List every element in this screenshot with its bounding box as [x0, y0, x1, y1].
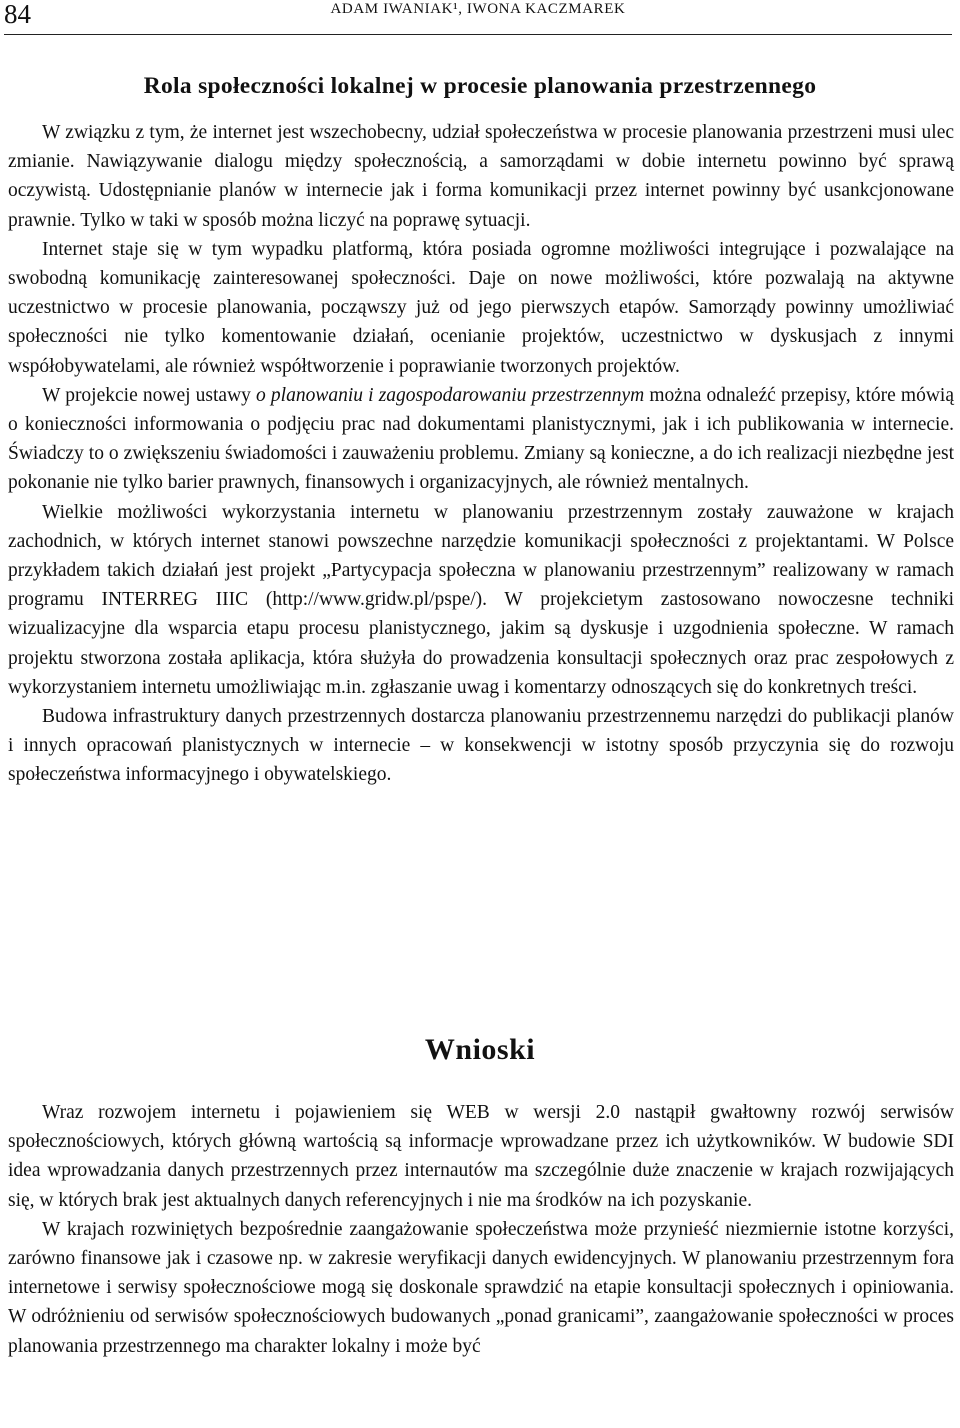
conclusions-body	[8, 1098, 954, 1361]
paragraph: W związku z tym, że internet jest wszechobecny, udział społeczeństwa w procesie planowania przestrzeni musi ulec zmianie. Nawiązywanie dialogu między społecznością, a samorządami w dobie internetu powinno być sprawą oczywistą. Udostępnianie planów w internecie jak i forma komunikacji przez internet powinny być usankcjonowane prawnie. Tylko w taki w sposób można liczyć na poprawę sytuacji.	[8, 122, 954, 231]
paragraph: Internet staje się w tym wypadku platformą, która posiada ogromne możliwości integrujące i pozwalające na swobodną komunikację zainteresowanej społeczności. Daje on nowe możliwości, które pozwalają na aktywne uczestnictwo w procesie planowania, począwszy już od jego pierwszych etapów. Samorządy powinny umożliwiać społeczności nie tylko komentowanie działań, ocenianie projektów, uczestnictwo w dyskusjach z innymi współobywatelami, ale również współtworzenie i poprawianie tworzonych projektów.	[8, 238, 954, 377]
section-body	[8, 118, 954, 790]
conclusions-heading: Wnioski	[424, 1033, 536, 1066]
running-head: ADAM IWANIAK¹, IWONA KACZMAREK	[330, 1, 626, 17]
page-number: 84	[4, 0, 31, 29]
section-title: Rola społeczności lokalnej w procesie planowania przestrzennego	[143, 73, 817, 99]
paragraph: Budowa infrastruktury danych przestrzennych dostarcza planowaniu przestrzennemu narzędzi do publikacji planów i innych opracowań planistycznych w internecie – w konsekwencji w istotny sposób przyczynia się do rozwoju społeczeństwa informacyjnego i obywatelskiego.	[8, 706, 954, 786]
paragraph: W krajach rozwiniętych bezpośrednie zaangażowanie społeczeństwa może przynieść niezmiernie istotne korzyści, zarówno finansowe jak i czasowe np. w zakresie weryfikacji danych ewidencyjnych. W planowaniu przestrzennym fora internetowe i serwisy społecznościowe mogą się doskonale sprawdzić na etapie konsultacji społecznych i opiniowania. W odróżnieniu od serwisów społecznościowych budowanych „ponad granicami”, zaangażowanie społeczności w proces planowania przestrzennego ma charakter lokalny i może być	[8, 1218, 954, 1357]
paragraph-text: można odnaleźć przepisy, które mówią o konieczności informowania o podjęciu prac nad dokumentami planistycznymi, jak i ich publikowania w internecie. Świadczy to o zwiększeniu świadomości i zauważeniu problemu. Zmiany są konieczne, a do ich realizacji niezbędne jest pokonanie nie tylko barier prawnych, finansowych i organizacyjnych, ale również mentalnych.	[8, 384, 954, 494]
paragraph: Wielkie możliwości wykorzystania internetu w planowaniu przestrzennym zostały zauważone w krajach zachodnich, w których internet stanowi powszechne narzędzie komunikacji społeczności z projektantami. W Polsce przykładem takich działań jest projekt „Partycypacja społeczna w planowaniu przestrzennym” realizowany w ramach programu INTERREG IIIC (http://www.gridw.pl/pspe/). W projekcietym zastosowano nowoczesne techniki wizualizacyjne dla wsparcia etapu procesu planistycznego, jakim są dyskusje i uzgodnienia społeczne. W ramach projektu stworzona została aplikacja, która służyła do prowadzenia konsultacji społecznych oraz prac zespołowych z wykorzystaniem internetu umożliwiając m.in. zgłaszanie uwag i komentarzy odnoszących się do konkretnych treści.	[8, 501, 954, 698]
paragraph-text: W projekcie nowej ustawy	[42, 384, 257, 406]
paragraph	[8, 381, 954, 498]
page-header	[4, 0, 952, 35]
paragraph: Wraz rozwojem internetu i pojawieniem się WEB w wersji 2.0 nastąpił gwałtowny rozwój serwisów społecznościowych, których główną wartością są informacje wprowadzane przez ich użytkowników. W budowie SDI idea wprowadzania danych przestrzennych przez internautów ma szczególnie duże znaczenie w krajach rozwijających się, w których brak jest aktualnych danych referencyjnych i nie ma środków na ich pozyskanie.	[8, 1102, 954, 1211]
law-title-italic: o planowaniu i zagospodarowaniu przestrzennym	[256, 384, 645, 406]
